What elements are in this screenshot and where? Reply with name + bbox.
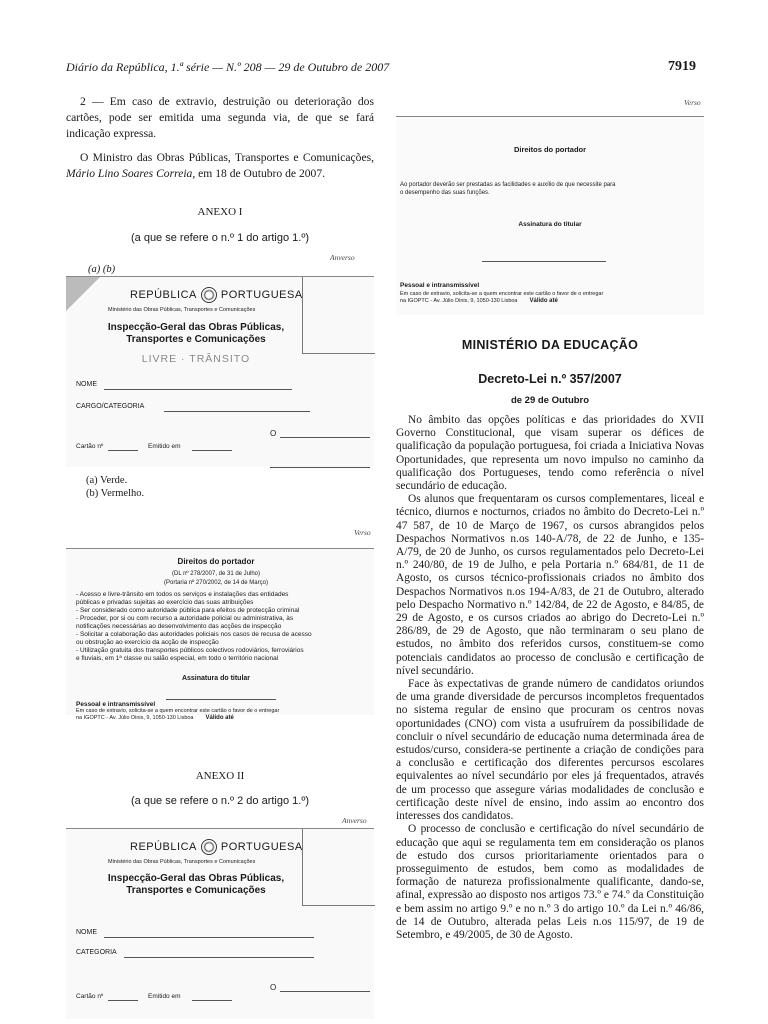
inspection-title-2: Inspecção-Geral das Obras Públicas, Transportes e Comunicações (107, 873, 285, 896)
page-number: 7919 (668, 59, 696, 74)
field-o-line (280, 437, 370, 438)
card-number-label-2: Cartão nº (76, 993, 104, 1000)
annex-2-reference: (a que se refere o n.º 2 do artigo 1.º) (130, 795, 310, 807)
annex-1-reference: (a que se refere o n.º 1 do artigo 1.º) (130, 232, 310, 244)
decree-title: Decreto-Lei n.º 357/2007 (478, 372, 622, 386)
rights-signature-line (166, 699, 276, 700)
signature-text-b: em 18 de Outubro de 2007. (195, 167, 326, 181)
card-markers: (a) (b) (88, 264, 116, 275)
permanent-card (66, 828, 374, 1019)
card-number-line (108, 450, 138, 451)
decree-body (396, 414, 704, 942)
personal-text: Em caso de extravio, solicita-se a quem encontrar este cartão o favor de o entregar na IGOPTC - Av. Júlio Dinis, 9, 1050-130 Lisboa Válido até (76, 708, 280, 721)
name-field-label: NOME (76, 381, 97, 388)
anverso-label: Anverso (330, 253, 355, 262)
personal-title-right: Pessoal e intransmissível (400, 282, 480, 289)
rights-title-right: Direitos do portador (513, 145, 587, 154)
anverso-label-2: Anverso (342, 816, 367, 825)
rights-ref-2: (Portaria nº 270/2002, de 14 de Março) (164, 580, 268, 586)
inspection-title: Inspecção-Geral das Obras Públicas, Transportes e Comunicações (107, 322, 285, 345)
issued-label: Emitido em (148, 443, 181, 450)
ministry-line: Ministério das Obras Públicas, Transportes e Comunicações (108, 307, 256, 313)
category-field-line (124, 957, 314, 958)
category-field-label: CATEGORIA (76, 949, 117, 956)
minister-name: Mário Lino Soares Correia, (66, 167, 196, 181)
card-number-line-2 (108, 1000, 138, 1001)
issued-label-2: Emitido em (148, 993, 181, 1000)
note-a: (a) Verde. (86, 475, 128, 486)
ministry-line-2: Ministério das Obras Públicas, Transportes e Comunicações (108, 859, 256, 865)
card-number-label: Cartão nº (76, 443, 104, 450)
card-corner-stripe (66, 277, 100, 311)
rights-signature-label: Assinatura do titular (181, 675, 251, 682)
rights-card-right (396, 116, 704, 315)
personal-title: Pessoal e intransmissível (76, 701, 156, 708)
issued-line (192, 450, 232, 451)
rights-title: Direitos do portador (177, 557, 255, 566)
free-transit-card (66, 276, 374, 467)
field-o-2: O (270, 983, 277, 992)
decree-paragraph: Face às expectativas de grande número de candidatos oriundos de uma grande diversidade de percursos incompletos frequentados no sistema regular de ensino que procuram os centros novas oportunidades (CNO) com vista a usufruírem da possibilidade de concluir o nível secundário de educação numa determinada área de estudos/curso, considera-se pertinente a criação de condições para a conclusão e certificação dos diferentes percursos escolares equivalentes ao nível secundário por eles já frequentados, através de um processo que assegure várias modalidades de conclusão e certificação deste nível de ensino, indo assim ao encontro dos interesses dos candidatos. (396, 678, 704, 823)
running-header: Diário da República, 1.ª série — N.º 208 — 29 de Outubro de 2007 (66, 60, 390, 74)
annex-2-title: ANEXO II (195, 770, 245, 782)
signature-text-a: O Ministro das Obras Públicas, Transportes e Comunicações, (80, 151, 374, 164)
role-field-label: CARGO/CATEGORIA (76, 403, 145, 410)
decree-paragraph: O processo de conclusão e certificação do nível secundário de educação que aqui se regulamenta tem em consideração os planos de estudo dos cursos prioritariamente orientados para o prosseguimento de estudos, bem como as modalidades de formação de natureza profissionalmente qualificante, dando-se, afinal, expressão ao disposto nos artigos 73.º e 74.º da Constituição e bem assim no artigo 9.º e no n.º 3 do artigo 10.º da Lei n.º 46/86, de 14 de Outubro, alterada pelas Leis n.os 115/97, de 19 de Setembro, e 49/2005, de 30 de Agosto. (396, 823, 704, 941)
paragraph-2: 2 — Em caso de extravio, destruição ou deterioração dos cartões, pode ser emitida uma segunda via, de que se fará indicação expressa. (66, 95, 374, 141)
rights-list: - Acesso e livre-trânsito em todos os serviços e instalações das entidades públicas e privadas sujeitas ao exercício das suas atribuições - Ser considerado como autoridade pública para efeitos de protecção criminal - Proceder, por si ou com recurso a autoridade policial ou administrativa, às notificações necessárias ao desenvolvimento das acções de inspecção - Solicitar a colaboração das autoridades policiais nos casos de recusa de acesso ou obstrução ao exercício da acção de inspecção - Utilização gratuita dos transportes públicos colectivos rodoviários, ferroviários e fluviais, em 1ª classe ou salão especial, em todo o território nacional (76, 591, 312, 662)
name-field-line-2 (104, 937, 314, 938)
decree-paragraph: Os alunos que frequentaram os cursos complementares, liceal e técnico, diurnos e nocturnos, criados no âmbito do Decreto-Lei n.º 47 587, de 10 de Março de 1967, os cursos abrangidos pelos Despachos Normativos n.os 140-A/78, de 22 de Junho, e 135-A/79, de 20 de Junho, os cursos regulamentados pelo Decreto-Lei n.º 240/80, de 19 de Julho, e pela Portaria n.º 684/81, de 11 de Agosto, os cursos técnico-profissionais criados no âmbito dos Despachos Normativos n.os 194-A/83, de 21 de Outubro, alterado pelo Despacho Normativo n.º 142/84, de 22 de Agosto, e 84/85, de 29 de Agosto, e os cursos criados ao abrigo do Decreto-Lei n.º 286/89, de 29 de Agosto, que não terminaram o seu plano de estudos, no âmbito dos referidos cursos, constituem-se como potenciais candidatos ao processo de conclusão e certificação de nível secundário. (396, 493, 704, 677)
role-field-line (164, 411, 310, 412)
signature-line (270, 467, 370, 468)
republic-heading: REPÚBLICA PORTUGUESA (130, 287, 303, 303)
field-o: O (270, 429, 277, 438)
verso-label: Verso (354, 528, 371, 537)
field-o-line-2 (280, 991, 370, 992)
republic-emblem-icon (201, 287, 217, 303)
republic-emblem-icon (201, 839, 217, 855)
decree-date: de 29 de Outubro (510, 395, 590, 406)
verso-label-right: Verso (684, 98, 701, 107)
rights-signature-line-right (482, 261, 606, 262)
free-transit-label: LIVRE · TRÂNSITO (141, 353, 251, 365)
rights-card (66, 548, 374, 715)
decree-paragraph: No âmbito das opções políticas e das prioridades do XVII Governo Constitucional, que visam superar os défices de qualificação da população portuguesa, foi criada a Iniciativa Novas Oportunidades, que representa um novo impulso no caminho da qualificação dos Portugueses, tendo como referência o nível secundário de educação. (396, 414, 704, 493)
name-field-label-2: NOME (76, 929, 97, 936)
personal-text-right: Em caso de extravio, solicita-se a quem encontrar este cartão o favor de o entregar na IGOPTC - Av. Júlio Dinis, 9, 1050-130 Lisboa Válido até (400, 291, 604, 304)
signature-paragraph (66, 150, 374, 182)
ministry-heading: MINISTÉRIO DA EDUCAÇÃO (461, 338, 639, 352)
annex-1-title: ANEXO I (197, 206, 243, 218)
rights-text-right: Ao portador deverão ser prestadas as facilidades e auxílio de que necessite para o desempenho das suas funções. (400, 182, 616, 196)
name-field-line (104, 389, 292, 390)
rights-signature-right: Assinatura do titular (518, 221, 582, 228)
note-b: (b) Vermelho. (86, 488, 145, 499)
republic-heading-2: REPÚBLICA PORTUGUESA (130, 839, 303, 855)
card-notes (86, 474, 144, 500)
rights-ref-1: (DL nº 278/2007, de 31 de Julho) (171, 571, 261, 577)
issued-line-2 (192, 1000, 232, 1001)
